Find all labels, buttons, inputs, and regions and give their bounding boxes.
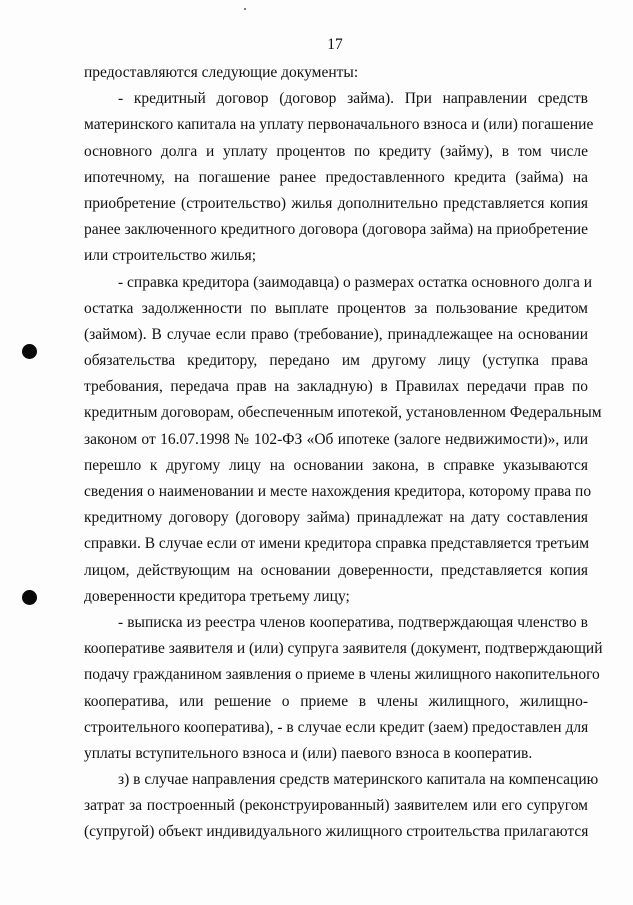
text-line: предоставляются следующие документы: [84,64,359,81]
text-line: - кредитный договор (договор займа). При направлении средств [118,90,588,108]
text-line: - выписка из реестра членов кооператива, подтверждающая членство в [118,613,588,631]
scan-speck [244,8,246,10]
page-number: 17 [327,36,343,53]
text-line: з) в случае направления средств материнского капитала на компенсацию [118,771,599,789]
text-line: требования, передача прав на закладную) в Правилах передачи прав по [84,378,588,396]
text-line: (займом). В случае если право (требование), принадлежащее на основании [84,325,588,343]
text-line: ипотечному, на погашение ранее предоставленного кредита (займа) на [84,168,588,186]
text-line: основного долга и уплату процентов по кредиту (займу), в том числе [84,142,588,160]
punch-hole-mark [22,590,37,605]
text-line: (супругой) объект индивидуального жилищного строительства прилагаются [84,823,589,841]
text-line: справки. В случае если от имени кредитора справка представляется третьим [84,535,590,553]
text-line: ранее заключенного кредитного договора (договора займа) на приобретение [84,221,588,239]
text-line: доверенности кредитора третьему лицу; [84,587,350,605]
punch-hole-mark [22,344,37,359]
text-line: затрат за построенный (реконструированный) заявителем или его супругом [84,797,588,815]
text-line: материнского капитала на уплату первоначального взноса и (или) погашение [84,116,594,134]
text-line: - справка кредитора (заимодавца) о размерах остатка основного долга и [118,273,593,291]
text-line: сведения о наименовании и месте нахождения кредитора, которому права по [84,483,592,500]
document-body [84,60,603,846]
text-line: подачу гражданином заявления о приеме в члены жилищного накопительного [84,666,600,684]
text-line: уплаты вступительного взноса и (или) паевого взноса в кооператив. [84,744,533,762]
text-line: законом от 16.07.1998 № 102-ФЗ «Об ипотеке (залоге недвижимости)», или [84,430,588,448]
text-line: обязательства кредитору, передано им другому лицу (уступка права [84,352,588,370]
text-line: строительного кооператива), - в случае если кредит (заем) предоставлен для [84,718,589,736]
text-line: кооперативе заявителя и (или) супруга заявителя (документ, подтверждающий [84,640,603,658]
text-line: кооператива, или решение о приеме в члены жилищного, жилищно- [84,692,588,710]
text-line: перешло к другому лицу на основании закона, в справке указываются [84,456,588,474]
text-line: остатка задолженности по выплате процентов за пользование кредитом [84,299,588,317]
text-line: лицом, действующим на основании доверенности, представляется копия [84,561,588,579]
text-line: или строительство жилья; [84,247,257,265]
text-line: приобретение (строительство) жилья дополнительно представляется копия [84,194,588,212]
text-line: кредитным договорам, обеспеченным ипотекой, установленном Федеральным [84,404,602,422]
text-line: кредитному договору (договору займа) принадлежат на дату составления [84,509,588,527]
